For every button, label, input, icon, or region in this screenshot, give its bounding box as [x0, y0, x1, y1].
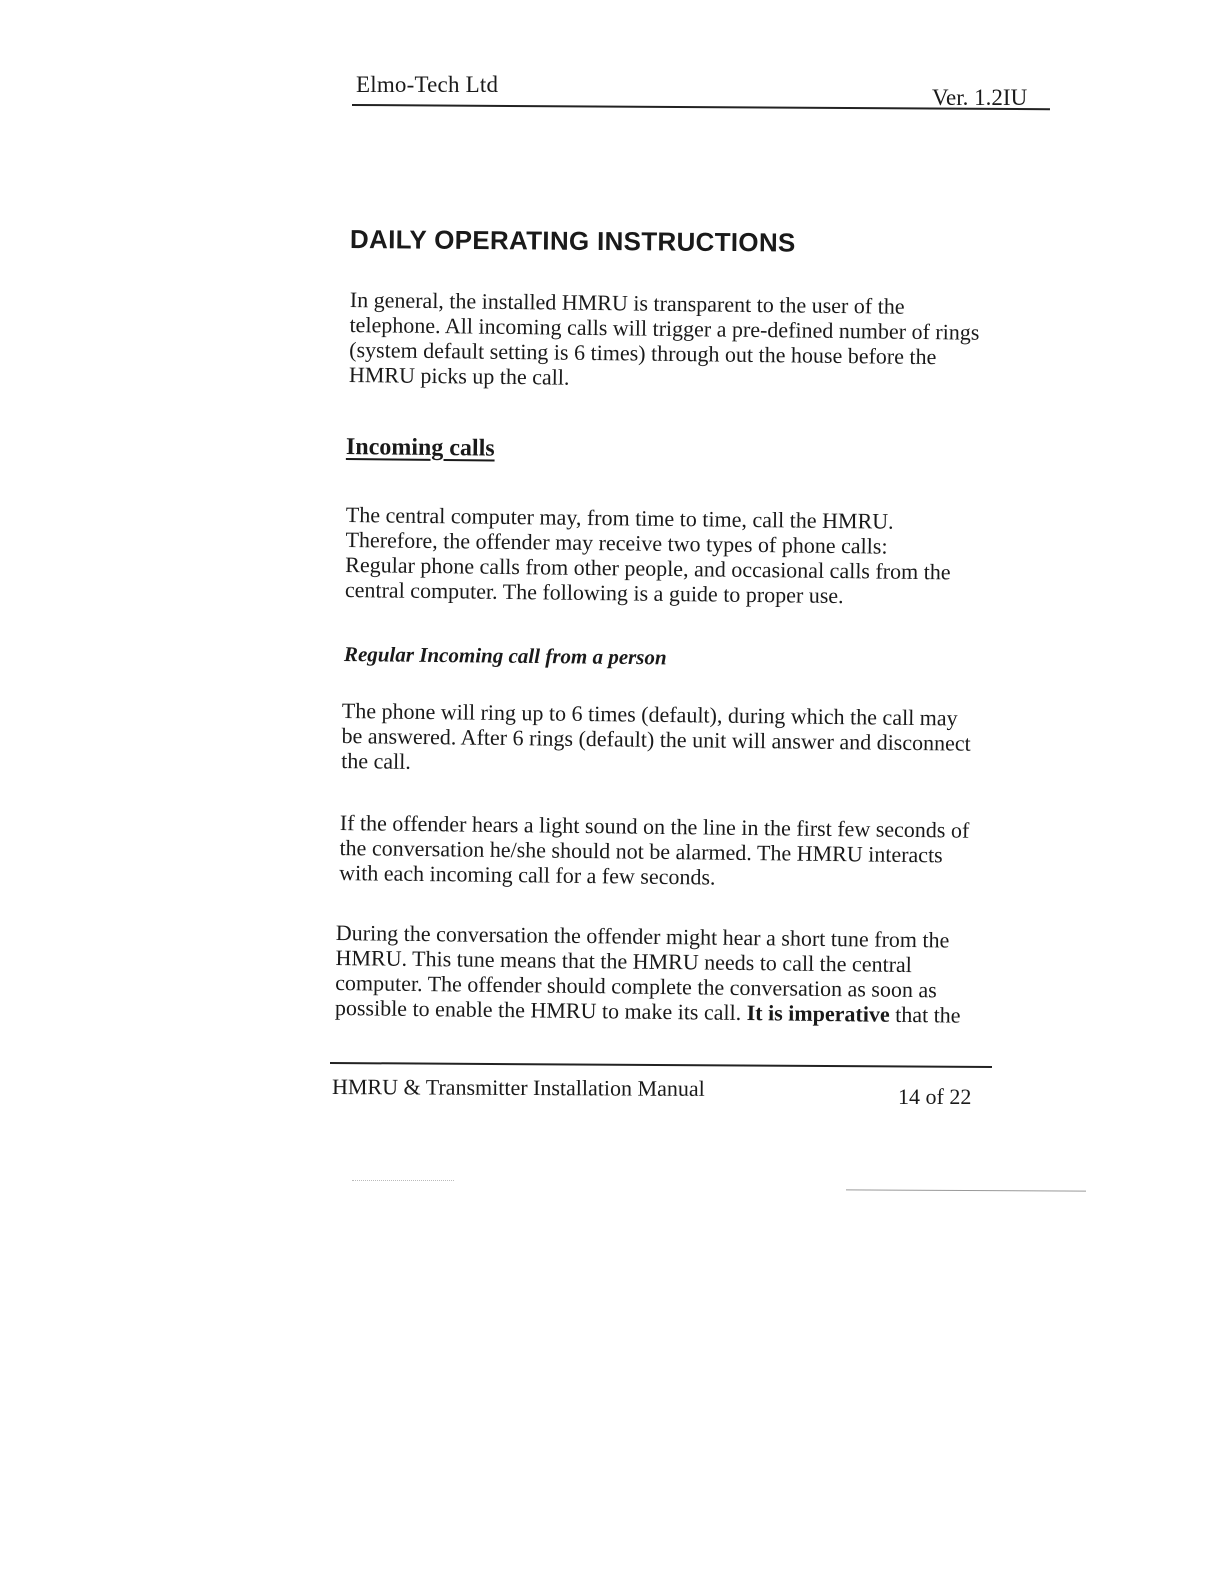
footer-manual-title: HMRU & Transmitter Installation Manual — [331, 1074, 705, 1101]
scan-artifact — [352, 1180, 454, 1181]
text-line: computer. The offender should complete the conversation as soon as — [335, 969, 937, 1003]
footer-rule — [330, 1062, 992, 1068]
scan-artifact — [846, 1189, 1086, 1191]
footer-page-number: 14 of 22 — [898, 1084, 972, 1109]
text-line: HMRU. This tune means that the HMRU needs to call the central — [335, 944, 913, 978]
text-line: Therefore, the offender may receive two types of phone calls: — [345, 526, 888, 559]
text-line: During the conversation the offender might hear a short tune from the — [335, 920, 950, 953]
text-fragment: possible to enable the HMRU to make its call. — [334, 994, 747, 1026]
text-fragment: that the — [889, 1001, 961, 1028]
emphasis-text: It is imperative — [746, 1000, 890, 1027]
page-title: DAILY OPERATING INSTRUCTIONS — [349, 224, 796, 258]
text-line: The central computer may, from time to time, call the HMRU. — [345, 502, 894, 534]
regular-call-paragraph-3 — [335, 920, 962, 1028]
text-line: with each incoming call for a few seconds. — [339, 859, 716, 890]
section-heading-incoming-calls: Incoming calls — [345, 434, 495, 462]
header-company: Elmo-Tech Ltd — [356, 72, 499, 97]
text-line: The phone will ring up to 6 times (default), during which the call may — [341, 698, 958, 731]
text-line: (system default setting is 6 times) through out the house before the — [349, 336, 937, 370]
text-line: HMRU picks up the call. — [348, 361, 570, 390]
header-version: Ver. 1.2IU — [932, 85, 1028, 110]
regular-call-paragraph-2 — [339, 810, 969, 893]
text-line: the call. — [341, 747, 412, 774]
text-line: Regular phone calls from other people, and occasional calls from the — [345, 551, 951, 585]
subheading-regular-call: Regular Incoming call from a person — [343, 642, 667, 670]
text-line: telephone. All incoming calls will trigger a pre-defined number of rings — [349, 311, 980, 345]
text-line: be answered. After 6 rings (default) the unit will answer and disconnect — [341, 722, 971, 756]
text-line: the conversation he/she should not be alarmed. The HMRU interacts — [339, 834, 943, 868]
text-line: In general, the installed HMRU is transparent to the user of the — [349, 287, 905, 319]
intro-paragraph — [349, 287, 980, 395]
regular-call-paragraph-1 — [341, 698, 971, 781]
incoming-calls-paragraph — [345, 502, 952, 609]
text-line: central computer. The following is a guide to proper use. — [344, 576, 844, 609]
text-line: If the offender hears a light sound on the line in the first few seconds of — [339, 810, 970, 843]
